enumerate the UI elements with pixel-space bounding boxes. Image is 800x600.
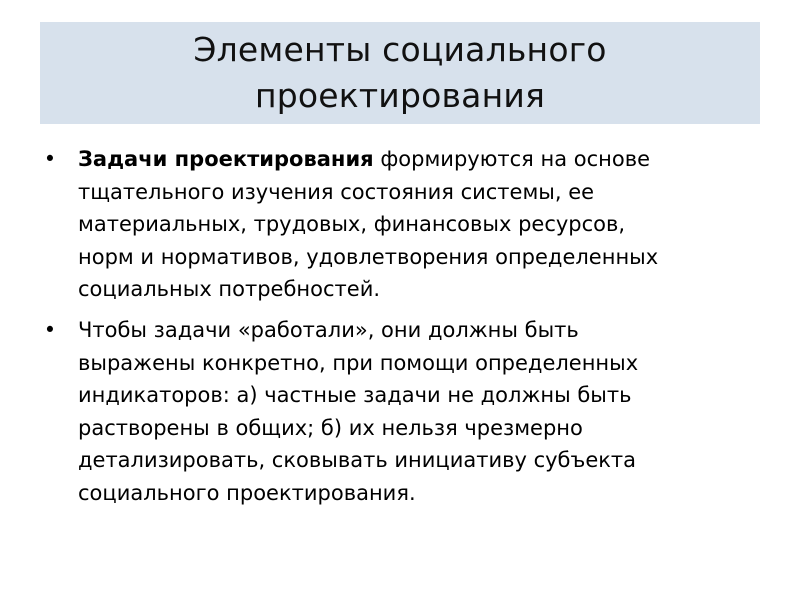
slide-title-line-1: Элементы социального — [193, 30, 607, 69]
bullet-1-line-5: социальных потребностей. — [78, 277, 381, 302]
bullet-item-2 — [40, 314, 770, 510]
bullet-1-line-1-rest: формируются на основе — [373, 147, 651, 171]
slide-title-line-2: проектирования — [254, 76, 546, 115]
bullet-2-line-4: растворены в общих; б) их нельзя чрезмерно — [78, 415, 583, 440]
bullet-item-1 — [40, 143, 770, 306]
title-band — [40, 22, 760, 124]
bullet-2-line-3: индикаторов: а) частные задачи не должны быть — [78, 383, 632, 408]
bullet-2-line-1: Чтобы задачи «работали», они должны быть — [78, 317, 579, 342]
bullet-1-line-3: материальных, трудовых, финансовых ресурсов, — [78, 212, 626, 237]
bullet-1-line-2: тщательного изучения состояния системы, ее — [78, 179, 595, 204]
bullet-list — [40, 143, 770, 518]
bullet-1-bold-lead: Задачи проектирования — [78, 147, 374, 171]
bullet-2-line-5: детализировать, сковывать инициативу субъекта — [78, 448, 637, 473]
bullet-1-line-4: норм и нормативов, удовлетворения определенных — [78, 244, 659, 269]
bullet-icon: • — [43, 147, 57, 171]
bullet-2-line-2: выражены конкретно, при помощи определенных — [78, 350, 639, 375]
bullet-1-line-1 — [78, 143, 770, 176]
bullet-2-line-6: социального проектирования. — [78, 480, 416, 505]
bullet-icon: • — [43, 317, 57, 342]
